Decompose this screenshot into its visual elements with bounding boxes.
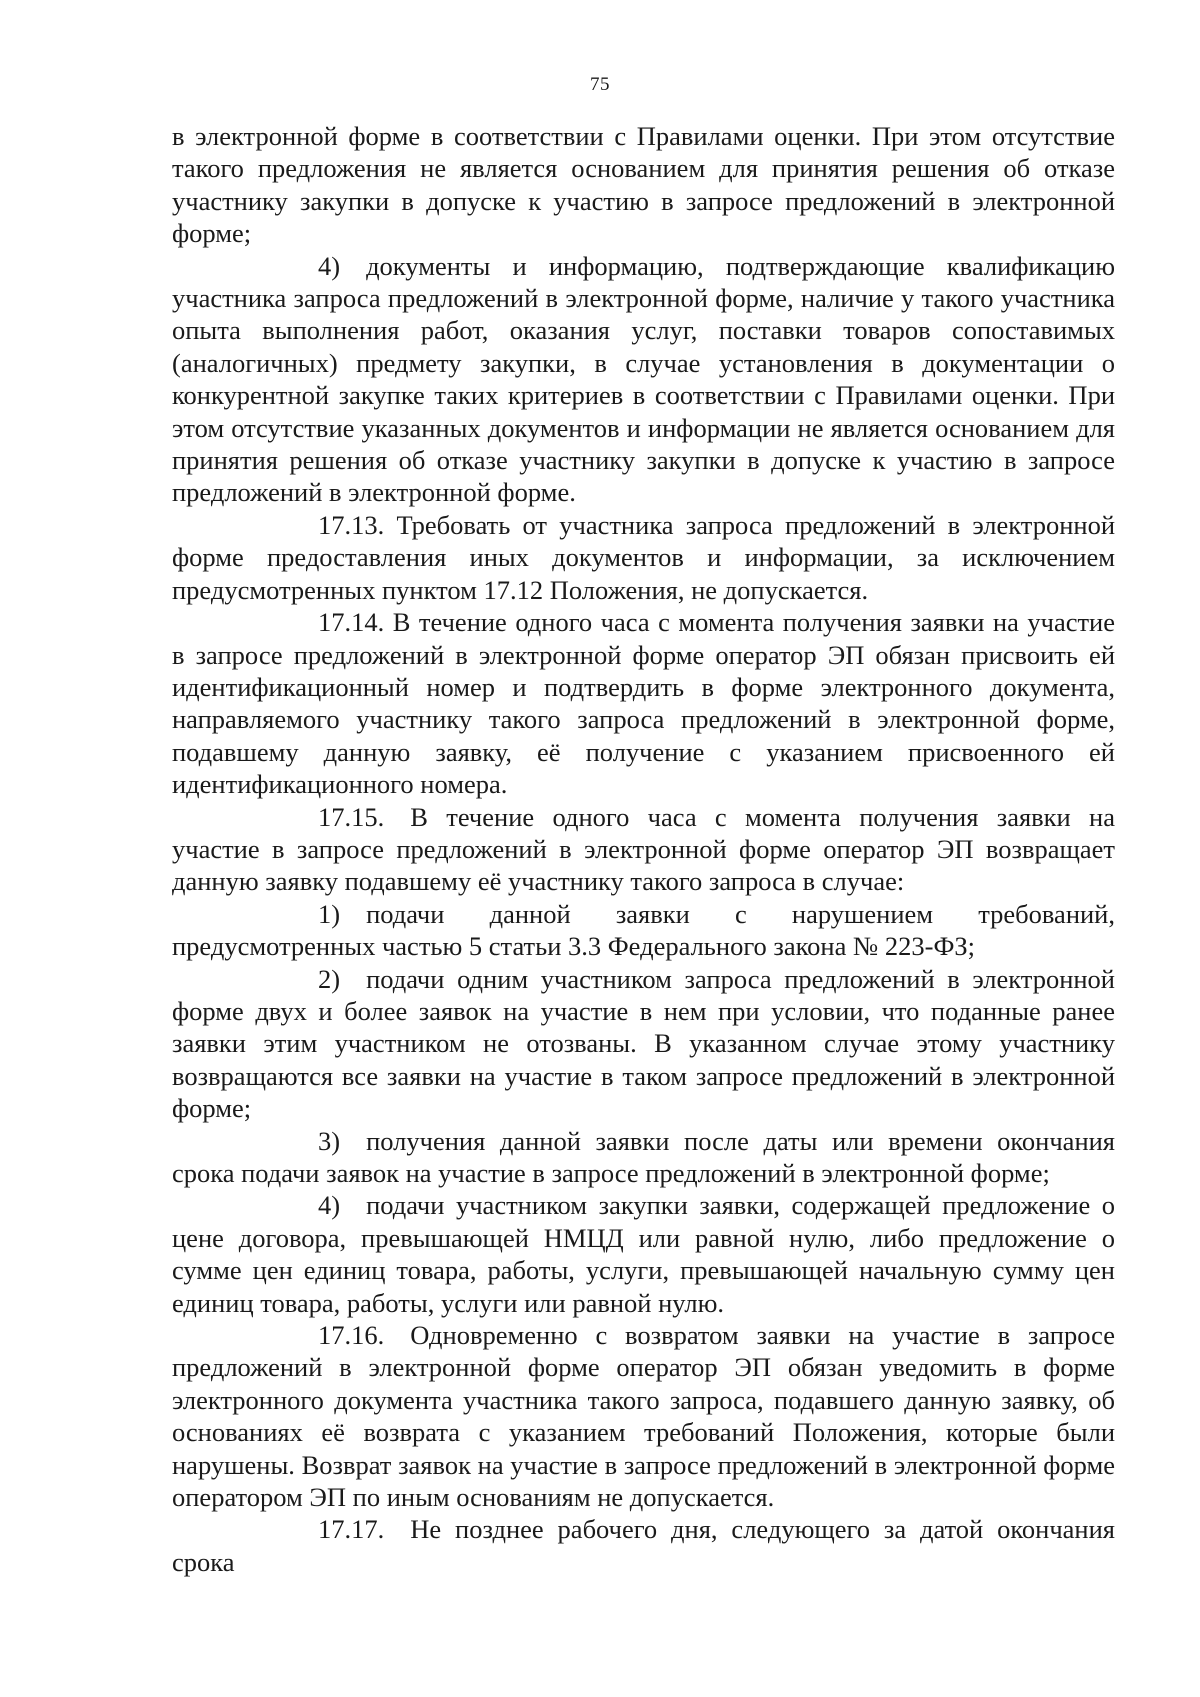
document-body bbox=[172, 120, 1115, 1578]
paragraph-number: 17.15. bbox=[318, 801, 385, 832]
paragraph-text: В течение одного часа с момента получения заявки на участие в запросе предложений в электронной форме оператор ЭП возвращает данную заявку подавшему её участнику такого запроса в случае: bbox=[172, 801, 1115, 897]
paragraph-17-17 bbox=[172, 1513, 1115, 1578]
paragraph-text: в электронной форме в соответствии с Правилами оценки. При этом отсутствие такого предложения не является основанием для принятия решения об отказе участнику закупки в допуске к участию в запросе предложений в электронной форме; bbox=[172, 121, 1115, 249]
paragraph-number: 17.14. bbox=[318, 607, 385, 638]
paragraph-text: Одновременно с возвратом заявки на участие в запросе предложений в электронной форме оператор ЭП обязан уведомить в форме электронного документа участника такого запроса, подавшего данную заявку, об основаниях её возврата с указанием требований Положения, которые были нарушены. Возврат заявок на участие в запросе предложений в электронной форме оператором ЭП по иным основаниям не допускается. bbox=[172, 1320, 1115, 1513]
paragraph-item-4 bbox=[172, 250, 1115, 509]
paragraph-text: В течение одного часа с момента получения заявки на участие в запросе предложений в электронной форме оператор ЭП обязан присвоить ей идентификационный номер и подтвердить в форме электронного документа, направляемого участнику такого запроса предложений в электронной форме, подавшему данную заявку, её получение с указанием присвоенного ей идентификационного номера. bbox=[172, 607, 1115, 800]
paragraph-number: 4) bbox=[318, 1190, 341, 1221]
paragraph-number: 3) bbox=[318, 1125, 341, 1156]
paragraph-17-15-item-4 bbox=[172, 1189, 1115, 1319]
paragraph-17-15-item-1 bbox=[172, 898, 1115, 963]
paragraph-text: подачи одним участником запроса предложений в электронной форме двух и более заявок на участие в нем при условии, что поданные ранее заявки этим участником не отозваны. В указанном случае этому участнику возвращаются все заявки на участие в таком запросе предложений в электронной форме; bbox=[172, 963, 1115, 1124]
paragraph-text: подачи данной заявки с нарушением требований, предусмотренных частью 5 статьи 3.3 Федерального закона № 223-ФЗ; bbox=[172, 898, 1115, 962]
paragraph-17-15-item-2 bbox=[172, 963, 1115, 1125]
paragraph-17-13 bbox=[172, 509, 1115, 606]
paragraph-number: 17.17. bbox=[318, 1514, 385, 1545]
paragraph-text: Не позднее рабочего дня, следующего за датой окончания срока bbox=[172, 1514, 1115, 1577]
paragraph-text: Требовать от участника запроса предложений в электронной форме предоставления иных документов и информации, за исключением предусмотренных пунктом 17.12 Положения, не допускается. bbox=[172, 509, 1116, 605]
paragraph-text: получения данной заявки после даты или времени окончания срока подачи заявок на участие в запросе предложений в электронной форме; bbox=[172, 1125, 1115, 1188]
paragraph-17-15 bbox=[172, 801, 1115, 898]
page-number: 75 bbox=[590, 74, 610, 95]
paragraph-number: 17.16. bbox=[318, 1320, 385, 1351]
paragraph-text: подачи участником закупки заявки, содержащей предложение о цене договора, превышающей НМЦД или равной нулю, либо предложение о сумме цен единиц товара, работы, услуги, превышающей начальную сумму цен единиц товара, работы, услуги или равной нулю. bbox=[172, 1190, 1115, 1318]
paragraph-number: 1) bbox=[318, 898, 341, 929]
paragraph-17-14 bbox=[172, 606, 1115, 800]
paragraph-continuation bbox=[172, 120, 1115, 250]
paragraph-17-15-item-3 bbox=[172, 1125, 1115, 1190]
paragraph-number: 4) bbox=[318, 250, 341, 281]
paragraph-text: документы и информацию, подтверждающие квалификацию участника запроса предложений в электронной форме, наличие у такого участника опыта выполнения работ, оказания услуг, поставки товаров сопоставимых (аналогичных) предмету закупки, в случае установления в документации о конкурентной закупке таких критериев в соответствии с Правилами оценки. При этом отсутствие указанных документов и информации не является основанием для принятия решения об отказе участнику закупки в допуске к участию в запросе предложений в электронной форме. bbox=[172, 250, 1115, 508]
paragraph-17-16 bbox=[172, 1319, 1115, 1513]
paragraph-number: 2) bbox=[318, 963, 341, 994]
paragraph-number: 17.13. bbox=[318, 509, 385, 540]
